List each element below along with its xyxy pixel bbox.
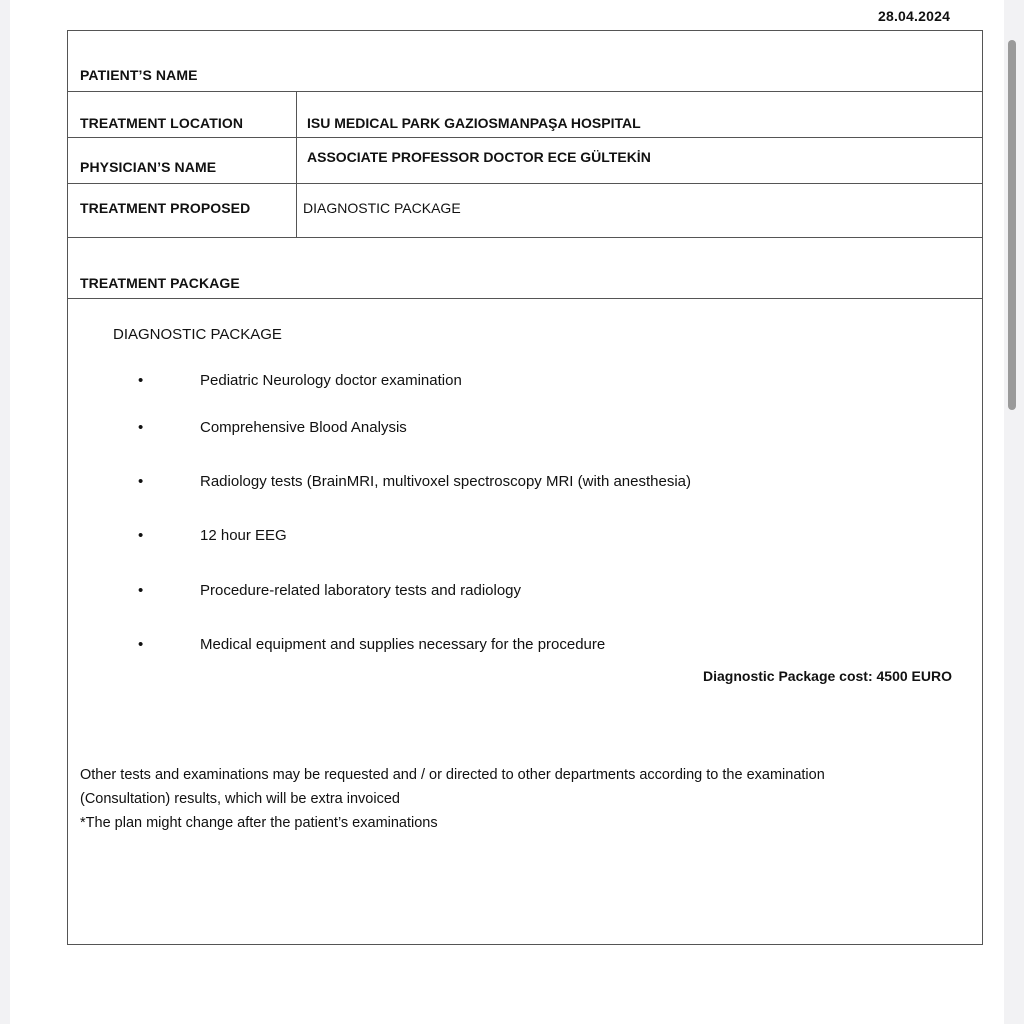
treatment-package-row — [68, 237, 982, 299]
document-page — [10, 0, 1004, 1024]
column-divider — [296, 91, 297, 138]
list-item-text: Pediatric Neurology doctor examination — [200, 372, 462, 389]
bullet-icon: • — [138, 419, 144, 436]
list-item-text: Radiology tests (BrainMRI, multivoxel spectroscopy MRI (with anesthesia) — [200, 473, 692, 490]
list-item-text: Procedure-related laboratory tests and radiology — [200, 582, 522, 599]
note-line: (Consultation) results, which will be extra invoiced — [80, 791, 400, 807]
treatment-location-label: TREATMENT LOCATION — [80, 115, 244, 131]
column-divider — [296, 183, 297, 238]
bullet-icon: • — [138, 527, 144, 544]
physician-name-row — [68, 137, 982, 184]
package-title: DIAGNOSTIC PACKAGE — [113, 326, 282, 343]
bullet-icon: • — [138, 582, 144, 599]
document-date: 28.04.2024 — [878, 8, 951, 24]
treatment-package-label: TREATMENT PACKAGE — [80, 275, 240, 291]
treatment-proposed-label: TREATMENT PROPOSED — [80, 200, 251, 216]
patient-name-row — [68, 31, 982, 92]
treatment-proposed-value: DIAGNOSTIC PACKAGE — [303, 200, 461, 216]
bullet-icon: • — [138, 473, 144, 490]
vertical-scrollbar[interactable] — [1008, 40, 1016, 410]
list-item-text: 12 hour EEG — [200, 527, 287, 544]
list-item-text: Medical equipment and supplies necessary for the procedure — [200, 636, 606, 653]
bullet-icon: • — [138, 636, 144, 653]
notes-section — [80, 763, 980, 835]
note-line: Other tests and examinations may be requested and / or directed to other departments according to the examination — [80, 767, 825, 783]
treatment-location-value: ISU MEDICAL PARK GAZIOSMANPAŞA HOSPITAL — [307, 115, 641, 131]
note-disclaimer: *The plan might change after the patient’s examinations — [80, 815, 438, 831]
physician-name-label: PHYSICIAN’S NAME — [80, 159, 217, 175]
package-cost: Diagnostic Package cost: 4500 EURO — [703, 668, 952, 684]
physician-name-value: ASSOCIATE PROFESSOR DOCTOR ECE GÜLTEKİN — [307, 149, 651, 165]
patient-name-label: PATIENT’S NAME — [80, 67, 198, 83]
treatment-proposed-row — [68, 183, 982, 238]
list-item-text: Comprehensive Blood Analysis — [200, 419, 407, 436]
treatment-location-row — [68, 91, 982, 138]
bullet-icon: • — [138, 372, 144, 389]
column-divider — [296, 137, 297, 184]
